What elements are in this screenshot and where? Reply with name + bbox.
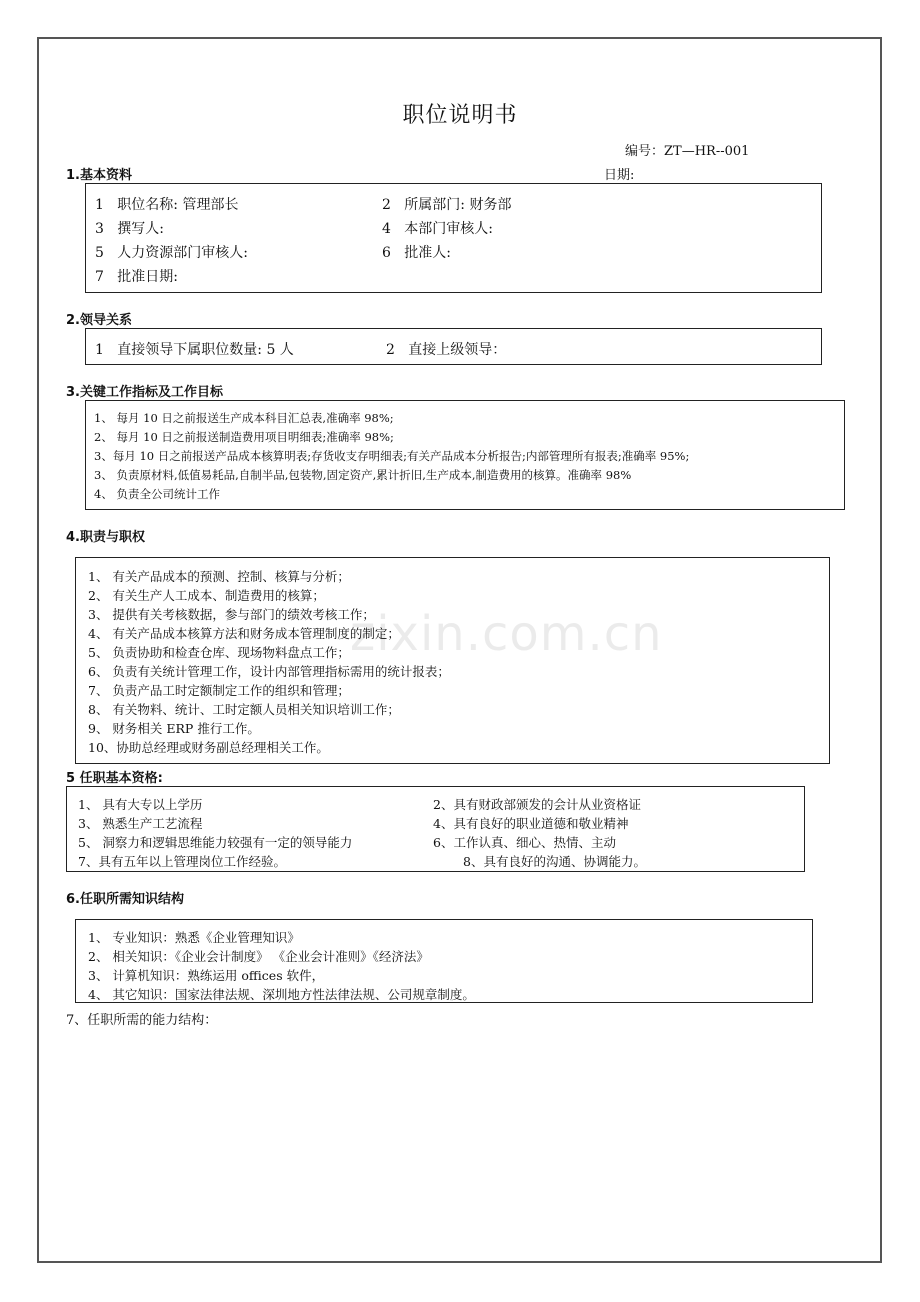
document-number: 编号：ZT—HR--001: [625, 144, 750, 159]
duty-item: 7、 负责产品工时定额制定工作的组织和管理；: [88, 683, 350, 698]
knowledge-item: 3、 计算机知识：熟练运用 offices 软件，: [88, 968, 325, 983]
basic-info-item: 7 批准日期:: [95, 269, 178, 285]
watermark: zixin.com.cn: [350, 606, 663, 662]
duty-item: 1、 有关产品成本的预测、控制、核算与分析；: [88, 569, 350, 584]
qualification-item: 8、具有良好的沟通、协调能力。: [463, 854, 646, 869]
duty-item: 3、 提供有关考核数据，参与部门的绩效考核工作；: [88, 607, 375, 622]
knowledge-item: 2、 相关知识：《企业会计制度》 《企业会计准则》《经济法》: [88, 949, 429, 964]
basic-info-item: 1 职位名称: 管理部长: [95, 197, 239, 213]
kpi-item: 3、 负责原材料,低值易耗品,自制半品,包装物,固定资产,累计折旧,生产成本,制造费用的核算。准确率 98%: [94, 468, 632, 482]
qualification-item: 2、具有财政部颁发的会计从业资格证: [433, 797, 641, 812]
section-1-heading: 1.基本资料: [66, 168, 132, 183]
duty-item: 6、 负责有关统计管理工作，设计内部管理指标需用的统计报表；: [88, 664, 450, 679]
duty-item: 4、 有关产品成本核算方法和财务成本管理制度的制定；: [88, 626, 400, 641]
duty-item: 9、 财务相关 ERP 推行工作。: [88, 721, 260, 736]
kpi-item: 3、每月 10 日之前报送产品成本核算明表;存货收支存明细表;有关产品成本分析报告;内部管理所有报表;准确率 95%;: [94, 449, 690, 463]
kpi-item: 4、 负责全公司统计工作: [94, 487, 220, 501]
leadership-box: [85, 328, 822, 365]
basic-info-item: 2 所属部门: 财务部: [382, 197, 512, 213]
date-label: 日期:: [604, 168, 635, 183]
basic-info-box: [85, 183, 822, 293]
duty-item: 5、 负责协助和检查仓库、现场物料盘点工作；: [88, 645, 350, 660]
section-6-heading: 6.任职所需知识结构: [66, 892, 184, 907]
qualification-item: 6、工作认真、细心、热情、主动: [433, 835, 616, 850]
qualifications-box: [66, 786, 805, 872]
section-5-heading: 5 任职基本资格:: [66, 771, 163, 786]
qualification-item: 4、具有良好的职业道德和敬业精神: [433, 816, 629, 831]
leadership-item: 2 直接上级领导：: [386, 342, 507, 358]
knowledge-item: 4、 其它知识：国家法律法规、深圳地方性法律法规、公司规章制度。: [88, 987, 475, 1002]
page-title: 职位说明书: [402, 103, 518, 128]
basic-info-item: 4 本部门审核人:: [382, 221, 493, 237]
knowledge-box: [75, 919, 813, 1003]
kpi-box: [85, 400, 845, 510]
kpi-item: 2、 每月 10 日之前报送制造费用项目明细表;准确率 98%;: [94, 430, 394, 444]
section-4-heading: 4.职责与职权: [66, 530, 145, 545]
duty-item: 2、 有关生产人工成本、制造费用的核算；: [88, 588, 325, 603]
qualification-item: 1、 具有大专以上学历: [78, 797, 203, 812]
qualification-item: 5、 洞察力和逻辑思维能力较强有一定的领导能力: [78, 835, 353, 850]
section-7-heading: 7、任职所需的能力结构：: [66, 1013, 218, 1028]
duty-item: 10、协助总经理或财务副总经理相关工作。: [88, 740, 329, 755]
basic-info-item: 3 撰写人:: [95, 221, 164, 237]
qualification-item: 3、 熟悉生产工艺流程: [78, 816, 203, 831]
leadership-item: 1 直接领导下属职位数量: 5 人: [95, 342, 294, 358]
section-3-heading: 3.关键工作指标及工作目标: [66, 385, 223, 400]
kpi-item: 1、 每月 10 日之前报送生产成本科目汇总表,准确率 98%;: [94, 411, 394, 425]
qualification-item: 7、具有五年以上管理岗位工作经验。: [78, 854, 286, 869]
knowledge-item: 1、 专业知识：熟悉《企业管理知识》: [88, 930, 300, 945]
basic-info-item: 6 批准人:: [382, 245, 451, 261]
section-2-heading: 2.领导关系: [66, 313, 132, 328]
duty-item: 8、 有关物料、统计、工时定额人员相关知识培训工作；: [88, 702, 400, 717]
basic-info-item: 5 人力资源部门审核人:: [95, 245, 248, 261]
